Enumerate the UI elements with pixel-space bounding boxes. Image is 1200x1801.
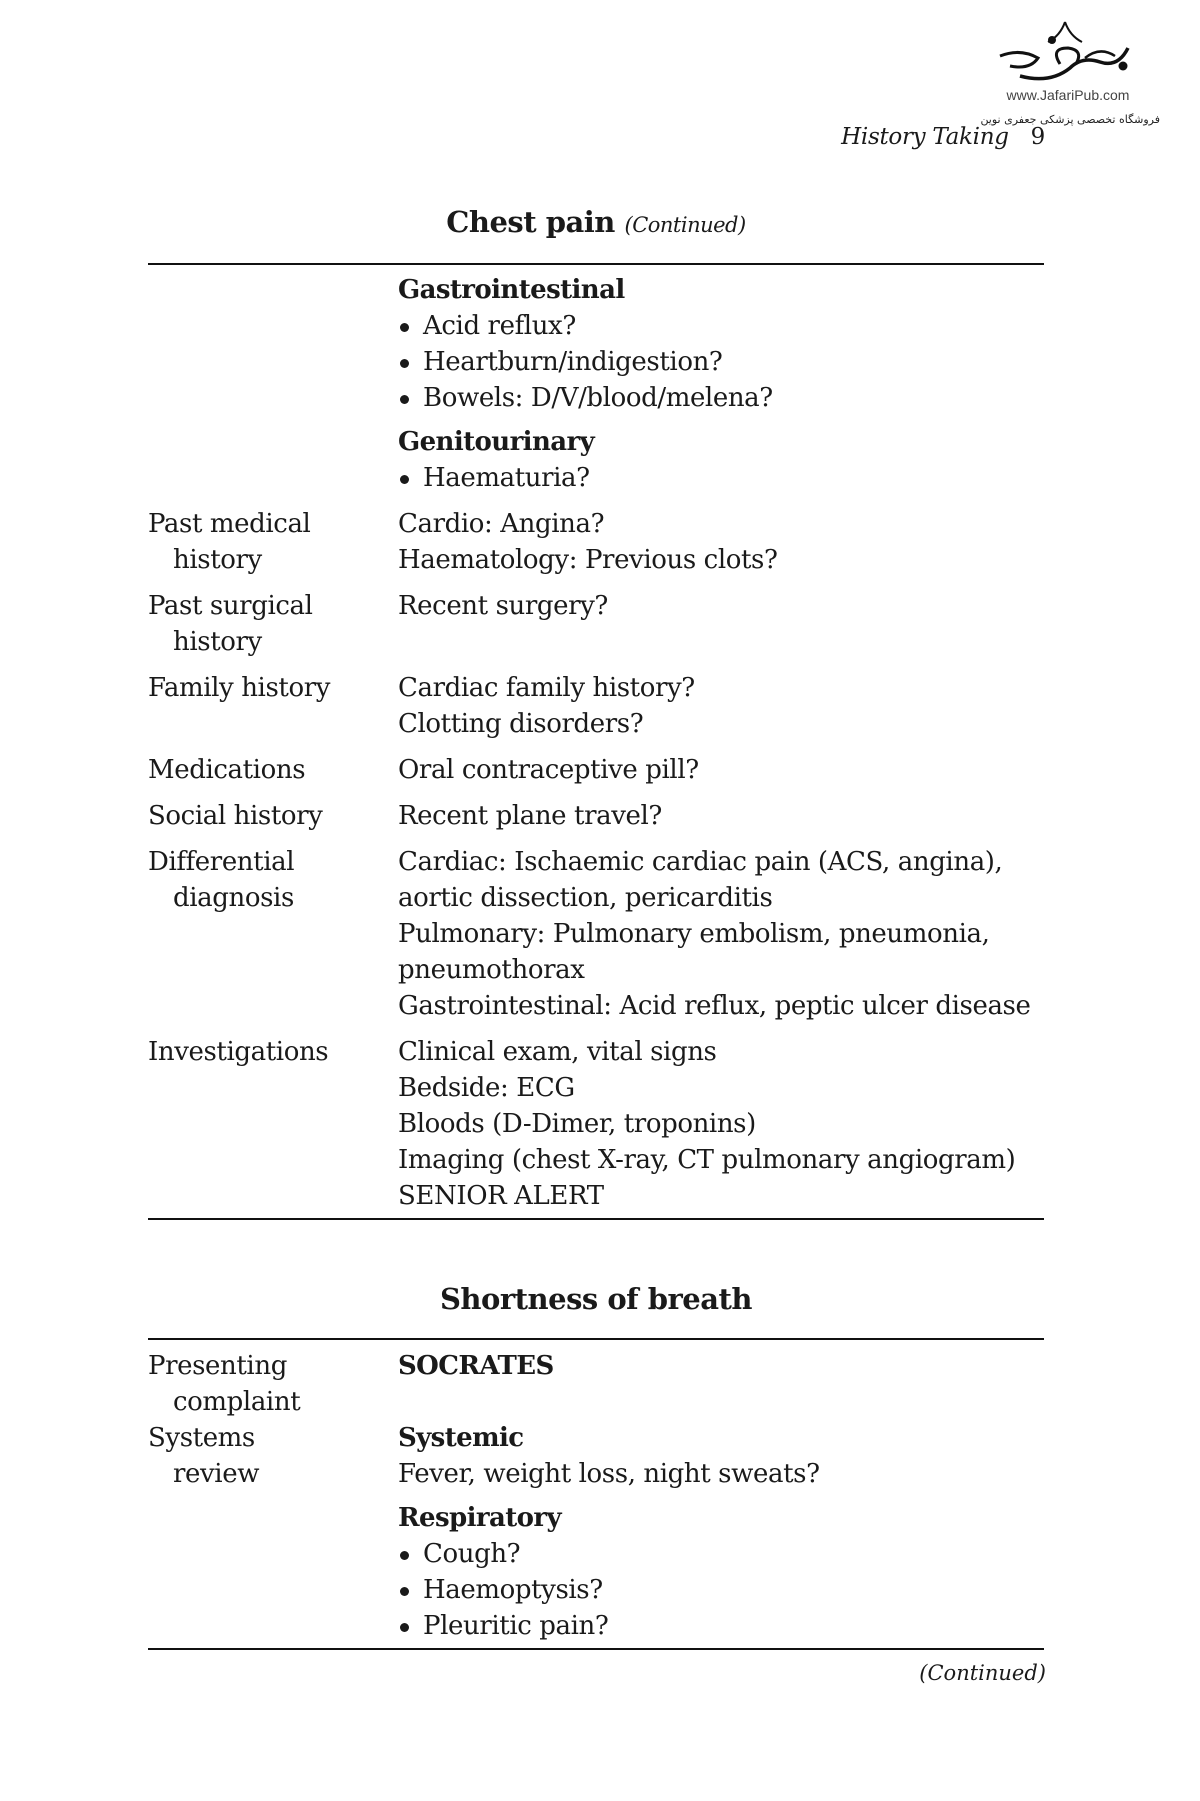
section-title-chest-pain [148,205,1044,239]
row-value [398,752,1044,788]
group-heading: Respiratory [398,1503,561,1533]
shortness-of-breath-table [148,1348,1044,1654]
row-label [148,1420,398,1644]
table-row-differential-diagnosis [148,844,1044,1024]
bullet-item: Bowels: D/V/blood/melena? [398,380,1044,416]
running-title: History Taking [841,124,1009,150]
row-label [148,798,398,834]
value-line: SENIOR ALERT [398,1181,604,1211]
label-line: Family history [148,673,331,703]
table-row-systems [148,272,1044,496]
table-row-presenting-complaint [148,1348,1044,1420]
value-line: Gastrointestinal: Acid reflux, peptic ulcer disease [398,991,1031,1021]
table-row-social-history [148,798,1044,834]
row-value [398,670,1044,742]
value-line: Recent plane travel? [398,801,662,831]
value-line: Cardiac family history? [398,673,695,703]
value-line: Cardiac: Ischaemic cardiac pain (ACS, angina), [398,847,1003,877]
calligraphy-logo-icon [990,18,1140,88]
row-value [398,1420,1044,1644]
row-label [148,1034,398,1214]
row-label [148,844,398,1024]
value-line: Cardio: Angina? [398,509,605,539]
group-heading: Gastrointestinal [398,275,625,305]
bullet-item: Heartburn/indigestion? [398,344,1044,380]
label-line: history [173,627,262,657]
page-number: 9 [1030,124,1045,150]
value-line: Fever, weight loss, night sweats? [398,1459,820,1489]
row-value [398,272,1044,496]
value-line: Clinical exam, vital signs [398,1037,717,1067]
table-bottom-rule [148,1218,1044,1220]
running-head [700,124,1045,150]
table-bottom-rule [148,1648,1044,1650]
group-systemic [398,1420,1044,1492]
label-line: diagnosis [173,883,294,913]
bullet-item: Pleuritic pain? [398,1608,1044,1644]
group-gastrointestinal [398,272,1044,416]
section-title-text: Shortness of breath [439,1282,753,1316]
label-line: Medications [148,755,306,785]
row-label [148,272,398,496]
publisher-logo [990,18,1140,88]
bullet-item: Haemoptysis? [398,1572,1044,1608]
row-label [148,670,398,742]
bullet-item: Cough? [398,1536,1044,1572]
row-label [148,1348,398,1420]
label-line: Past medical [148,509,311,539]
label-line: Systems [148,1423,255,1453]
table-row-past-surgical-history [148,588,1044,660]
label-line: Past surgical [148,591,313,621]
label-line: review [173,1459,260,1489]
value-line: aortic dissection, pericarditis [398,883,773,913]
chest-pain-table [148,272,1044,1224]
watermark-persian-text: فروشگاه تخصصی پزشکی جعفری نوین [980,113,1160,126]
table-row-family-history [148,670,1044,742]
value-line: Bloods (D-Dimer, troponins) [398,1109,756,1139]
value-line: Imaging (chest X-ray, CT pulmonary angiogram) [398,1145,1016,1175]
label-line: Investigations [148,1037,329,1067]
label-line: Presenting [148,1351,287,1381]
group-heading: Genitourinary [398,427,595,457]
section-title-suffix: (Continued) [624,213,746,237]
group-heading: SOCRATES [398,1351,554,1381]
group-genitourinary [398,424,1044,496]
label-line: Social history [148,801,323,831]
row-value [398,588,1044,660]
value-line: Clotting disorders? [398,709,644,739]
row-label [148,752,398,788]
watermark-url: www.JafariPub.com [1006,87,1130,103]
section-title-text: Chest pain [446,205,615,239]
value-line: pneumothorax [398,955,585,985]
continued-note: (Continued) [919,1661,1046,1685]
value-line: Haematology: Previous clots? [398,545,778,575]
group-heading: Systemic [398,1423,524,1453]
table-row-systems-review [148,1420,1044,1644]
table-row-investigations [148,1034,1044,1214]
bullet-item: Acid reflux? [398,308,1044,344]
group-respiratory [398,1500,1044,1644]
value-line: Pulmonary: Pulmonary embolism, pneumonia, [398,919,990,949]
value-line: Oral contraceptive pill? [398,755,699,785]
row-label [148,506,398,578]
row-value [398,798,1044,834]
section-title-shortness-of-breath [148,1282,1044,1316]
label-line: history [173,545,262,575]
row-value [398,844,1044,1024]
table-row-past-medical-history [148,506,1044,578]
label-line: complaint [173,1387,301,1417]
row-value [398,506,1044,578]
value-line: Bedside: ECG [398,1073,575,1103]
value-line: Recent surgery? [398,591,608,621]
bullet-item: Haematuria? [398,460,1044,496]
table-row-medications [148,752,1044,788]
label-line: Differential [148,847,295,877]
row-label [148,588,398,660]
table-top-rule [148,263,1044,265]
table-top-rule [148,1338,1044,1340]
row-value [398,1034,1044,1214]
row-value [398,1348,1044,1420]
